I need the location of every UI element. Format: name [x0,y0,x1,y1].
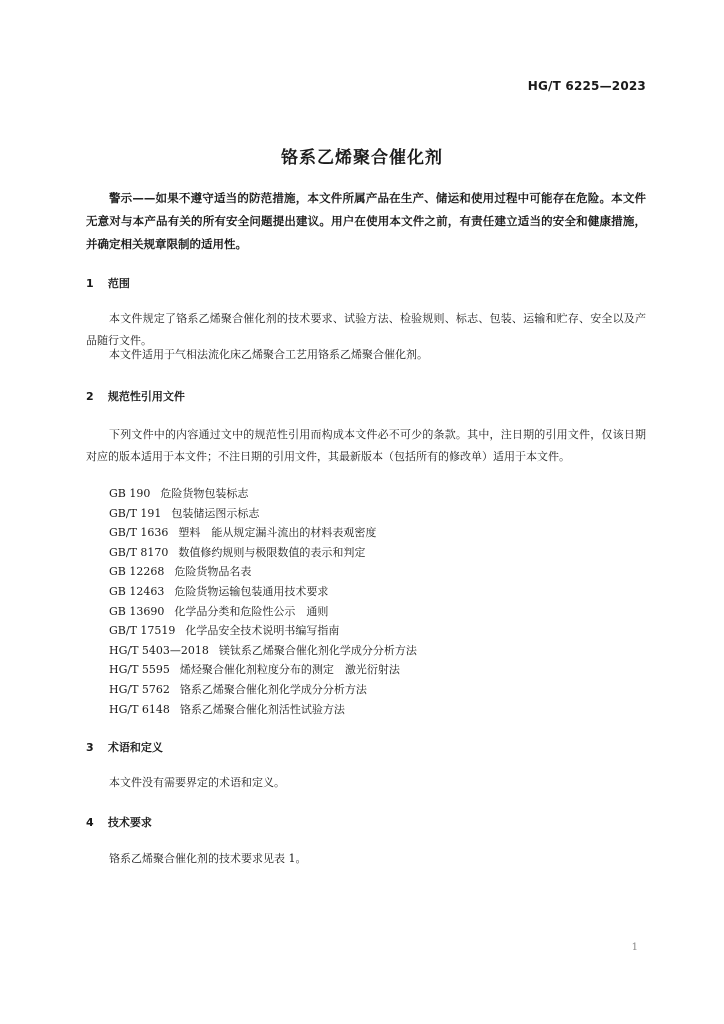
reference-code: GB/T 1636 [109,526,169,540]
reference-code: HG/T 5403—2018 [109,643,209,657]
section-3-title: 术语和定义 [107,741,163,754]
section-2-paragraph-1: 下列文件中的内容通过文中的规范性引用而构成本文件必不可少的条款。其中，注日期的引用文件，仅该日期对应的版本适用于本文件；不注日期的引用文件，其最新版本（包括所有的修改单）适用于本文件。 [86,428,646,463]
section-1-paragraph-1: 本文件规定了铬系乙烯聚合催化剂的技术要求、试验方法、检验规则、标志、包装、运输和贮存、安全以及产品随行文件。 [86,312,646,347]
reference-title: 塑料 能从规定漏斗流出的材料表观密度 [178,526,377,540]
reference-item [109,504,417,524]
reference-item [109,641,417,661]
section-4-heading [86,814,152,830]
document-title: 铬系乙烯聚合催化剂 [281,148,443,168]
reference-title: 数值修约规则与极限数值的表示和判定 [178,545,366,559]
reference-item [109,680,417,700]
section-1-heading [86,275,130,291]
section-2-heading [86,388,185,404]
reference-title: 危险货物品名表 [174,565,252,579]
reference-code: GB/T 8170 [109,545,169,559]
reference-title: 化学品安全技术说明书编写指南 [185,624,340,638]
reference-item [109,602,417,622]
section-2-title: 规范性引用文件 [107,390,185,403]
reference-code: GB 190 [109,487,151,500]
reference-item [109,484,417,504]
reference-title: 铬系乙烯聚合催化剂活性试验方法 [179,702,345,716]
safety-warning: 警示——如果不遵守适当的防范措施，本文件所属产品在生产、储运和使用过程中可能存在危险。本文件无意对与本产品有关的所有安全问题提出建议。用户在使用本文件之前，有责任建立适当的安全和健康措施，并确定相关规章限制的适用性。 [86,191,646,251]
reference-code: HG/T 5762 [109,682,170,696]
section-4-number: 4 [86,816,94,829]
section-4-paragraph-1: 铬系乙烯聚合催化剂的技术要求见表 1。 [109,852,307,865]
section-1-title: 范围 [107,277,130,290]
reference-item [109,523,417,543]
reference-code: GB/T 191 [109,506,162,520]
page-number: 1 [631,942,638,953]
reference-item [109,660,417,680]
section-2-number: 2 [86,390,94,403]
reference-title: 化学品分类和危险性公示 通则 [174,604,329,618]
section-3-number: 3 [86,741,94,754]
reference-code: GB 12463 [109,584,165,598]
reference-item [109,700,417,720]
standard-code: HG/T 6225—2023 [527,79,646,93]
section-1-paragraph-2: 本文件适用于气相法流化床乙烯聚合工艺用铬系乙烯聚合催化剂。 [109,348,428,361]
reference-item [109,562,417,582]
reference-code: HG/T 5595 [109,663,170,677]
reference-code: GB 13690 [109,604,165,618]
reference-title: 危险货物运输包装通用技术要求 [174,584,329,598]
reference-item [109,543,417,563]
reference-code: GB/T 17519 [109,624,176,638]
reference-title: 包装储运图示标志 [171,506,260,520]
reference-code: GB 12268 [109,565,165,579]
section-1-number: 1 [86,277,94,290]
reference-code: HG/T 6148 [109,702,170,716]
section-3-heading [86,739,163,755]
reference-title: 铬系乙烯聚合催化剂化学成分分析方法 [179,682,367,696]
normative-references-list [109,484,417,719]
reference-title: 烯烃聚合催化剂粒度分布的测定 激光衍射法 [179,663,400,677]
reference-item [109,582,417,602]
reference-item [109,621,417,641]
reference-title: 危险货物包装标志 [160,487,249,500]
reference-title: 镁钛系乙烯聚合催化剂化学成分分析方法 [218,643,417,657]
section-4-title: 技术要求 [107,816,152,829]
section-3-paragraph-1: 本文件没有需要界定的术语和定义。 [109,776,285,789]
